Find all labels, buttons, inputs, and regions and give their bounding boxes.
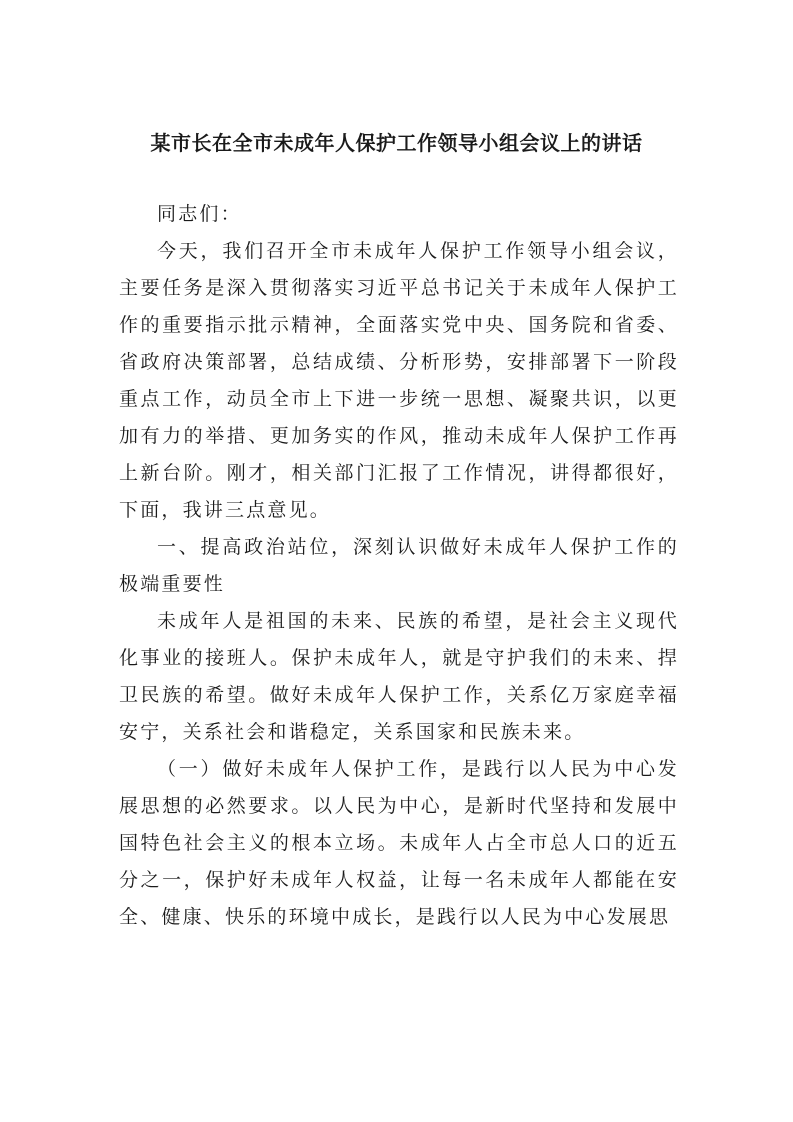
paragraph-significance: 未成年人是祖国的未来、民族的希望，是社会主义现代化事业的接班人。保护未成年人，就是守护我们的未来、捍卫民族的希望。做好未成年人保护工作，关系亿万家庭幸福安宁，关系社会和谐稳定，关系国家和民族未来。 xyxy=(119,610,679,743)
paragraph-subpoint-1: （一）做好未成年人保护工作，是践行以人民为中心发展思想的必然要求。以人民为中心，是新时代坚持和发展中国特色社会主义的根本立场。未成年人占全市总人口的近五分之一，保护好未成年人权益，让每一名未成年人都能在安全、健康、快乐的环境中成长，是践行以人民为中心发展思 xyxy=(119,758,679,928)
document-body xyxy=(119,196,679,936)
paragraph-intro: 今天，我们召开全市未成年人保护工作领导小组会议，主要任务是深入贯彻落实习近平总书记关于未成年人保护工作的重要指示批示精神，全面落实党中央、国务院和省委、省政府决策部署，总结成绩、分析形势，安排部署下一阶段重点工作，动员全市上下进一步统一思想、凝聚共识，以更加有力的举措、更加务实的作风，推动未成年人保护工作再上新台阶。刚才，相关部门汇报了工作情况，讲得都很好，下面，我讲三点意见。 xyxy=(119,240,679,521)
greeting: 同志们： xyxy=(157,203,242,225)
document-title: 某市长在全市未成年人保护工作领导小组会议上的讲话 xyxy=(150,131,643,155)
section-heading-1: 一、提高政治站位，深刻认识做好未成年人保护工作的极端重要性 xyxy=(119,536,679,595)
